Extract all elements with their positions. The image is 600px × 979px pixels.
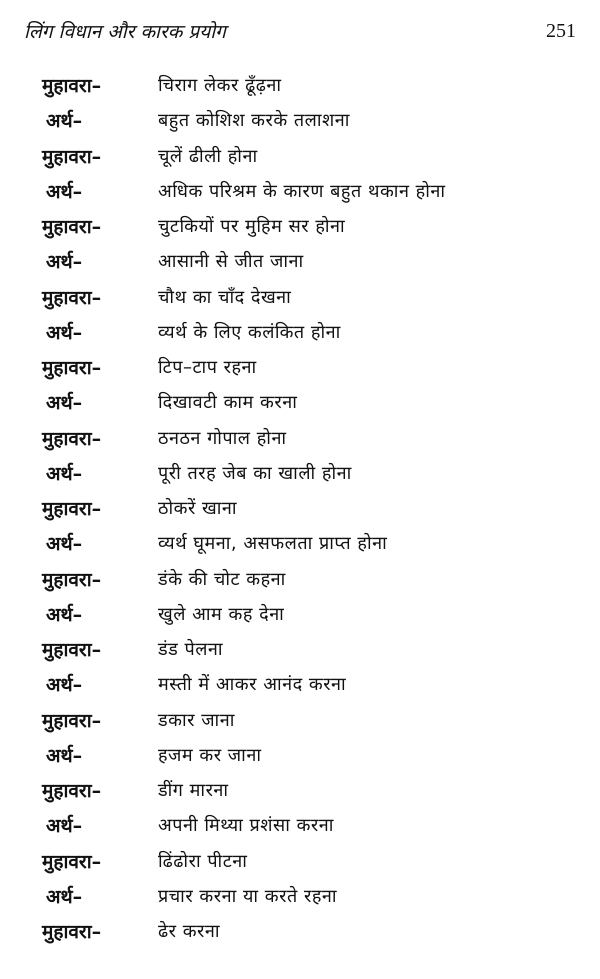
idiom-text: डींग मारना bbox=[158, 780, 229, 801]
idiom-text: चुटकियों पर मुहिम सर होना bbox=[158, 216, 346, 237]
idiom-row bbox=[0, 143, 600, 178]
idiom-label: मुहावरा– bbox=[42, 498, 102, 520]
idiom-label: मुहावरा– bbox=[42, 639, 102, 661]
meaning-row bbox=[0, 319, 600, 354]
meaning-text: व्यर्थ घूमना, असफलता प्राप्त होना bbox=[158, 533, 388, 555]
idiom-row bbox=[0, 918, 600, 953]
meaning-label: अर्थ– bbox=[46, 533, 83, 556]
meaning-label: अर्थ– bbox=[46, 462, 83, 485]
meaning-text: प्रचार करना या करते रहना bbox=[158, 885, 338, 907]
idiom-label: मुहावरा– bbox=[42, 709, 102, 732]
idiom-label: मुहावरा– bbox=[42, 427, 102, 450]
meaning-label: अर्थ– bbox=[46, 321, 83, 344]
meaning-row bbox=[0, 178, 600, 213]
meaning-text: मस्ती में आकर आनंद करना bbox=[158, 674, 347, 696]
idiom-text: ढिंढोरा पीटना bbox=[158, 850, 248, 872]
meaning-label: अर्थ– bbox=[46, 110, 83, 133]
meaning-label: अर्थ– bbox=[46, 251, 83, 274]
idiom-row bbox=[0, 284, 600, 319]
meaning-text: व्यर्थ के लिए कलंकित होना bbox=[158, 321, 341, 343]
idiom-label: मुहावरा– bbox=[42, 921, 102, 943]
meaning-text: दिखावटी काम करना bbox=[158, 392, 298, 414]
idiom-label: मुहावरा– bbox=[42, 568, 102, 591]
idiom-text: ठोकरें खाना bbox=[158, 498, 238, 519]
idiom-text: चिराग लेकर ढूँढ़ना bbox=[158, 75, 282, 96]
meaning-row bbox=[0, 671, 600, 706]
idiom-row bbox=[0, 707, 600, 742]
idiom-row bbox=[0, 354, 600, 389]
idiom-label: मुहावरा– bbox=[42, 780, 102, 802]
meaning-row bbox=[0, 742, 600, 777]
meaning-row bbox=[0, 107, 600, 142]
meaning-label: अर्थ– bbox=[46, 885, 83, 908]
meaning-row bbox=[0, 248, 600, 283]
idiom-row bbox=[0, 848, 600, 883]
meaning-label: अर्थ– bbox=[46, 744, 83, 767]
idiom-text: डकार जाना bbox=[158, 709, 235, 731]
meaning-text: अधिक परिश्रम के कारण बहुत थकान होना bbox=[158, 180, 446, 202]
meaning-label: अर्थ– bbox=[46, 815, 83, 838]
idiom-text: डंके की चोट कहना bbox=[158, 568, 286, 590]
idiom-row bbox=[0, 777, 600, 812]
idiom-label: मुहावरा– bbox=[42, 75, 102, 97]
idiom-text: टिप–टाप रहना bbox=[158, 357, 257, 378]
idiom-text: ढेर करना bbox=[158, 921, 221, 942]
meaning-row bbox=[0, 883, 600, 918]
meaning-row bbox=[0, 530, 600, 565]
idiom-row bbox=[0, 636, 600, 671]
meaning-row bbox=[0, 601, 600, 636]
meaning-text: हजम कर जाना bbox=[158, 744, 262, 766]
meaning-label: अर्थ– bbox=[46, 674, 83, 697]
idiom-label: मुहावरा– bbox=[42, 286, 102, 309]
idiom-label: मुहावरा– bbox=[42, 850, 102, 873]
meaning-row bbox=[0, 812, 600, 847]
idiom-row bbox=[0, 72, 600, 107]
meaning-text: आसानी से जीत जाना bbox=[158, 251, 304, 273]
meaning-row bbox=[0, 389, 600, 424]
meaning-text: पूरी तरह जेब का खाली होना bbox=[158, 462, 352, 484]
idiom-label: मुहावरा– bbox=[42, 216, 102, 238]
idiom-text: चौथ का चाँद देखना bbox=[158, 286, 292, 308]
idiom-text: चूलें ढीली होना bbox=[158, 145, 258, 167]
idiom-text: ठनठन गोपाल होना bbox=[158, 427, 287, 449]
meaning-label: अर्थ– bbox=[46, 180, 83, 203]
page-number: 251 bbox=[546, 20, 576, 42]
running-title: लिंग विधान और कारक प्रयोग bbox=[24, 21, 226, 43]
idiom-text: डंड पेलना bbox=[158, 639, 224, 660]
meaning-label: अर्थ– bbox=[46, 392, 83, 415]
meaning-row bbox=[0, 460, 600, 495]
idiom-label: मुहावरा– bbox=[42, 357, 102, 379]
meaning-text: खुले आम कह देना bbox=[158, 603, 285, 625]
meaning-label: अर्थ– bbox=[46, 603, 83, 626]
meaning-text: अपनी मिथ्या प्रशंसा करना bbox=[158, 815, 334, 837]
page-header bbox=[24, 18, 576, 48]
idiom-row bbox=[0, 213, 600, 248]
idiom-row bbox=[0, 425, 600, 460]
idiom-list bbox=[0, 72, 600, 953]
idiom-label: मुहावरा– bbox=[42, 145, 102, 168]
meaning-text: बहुत कोशिश करके तलाशना bbox=[158, 110, 350, 132]
idiom-row bbox=[0, 566, 600, 601]
idiom-row bbox=[0, 495, 600, 530]
